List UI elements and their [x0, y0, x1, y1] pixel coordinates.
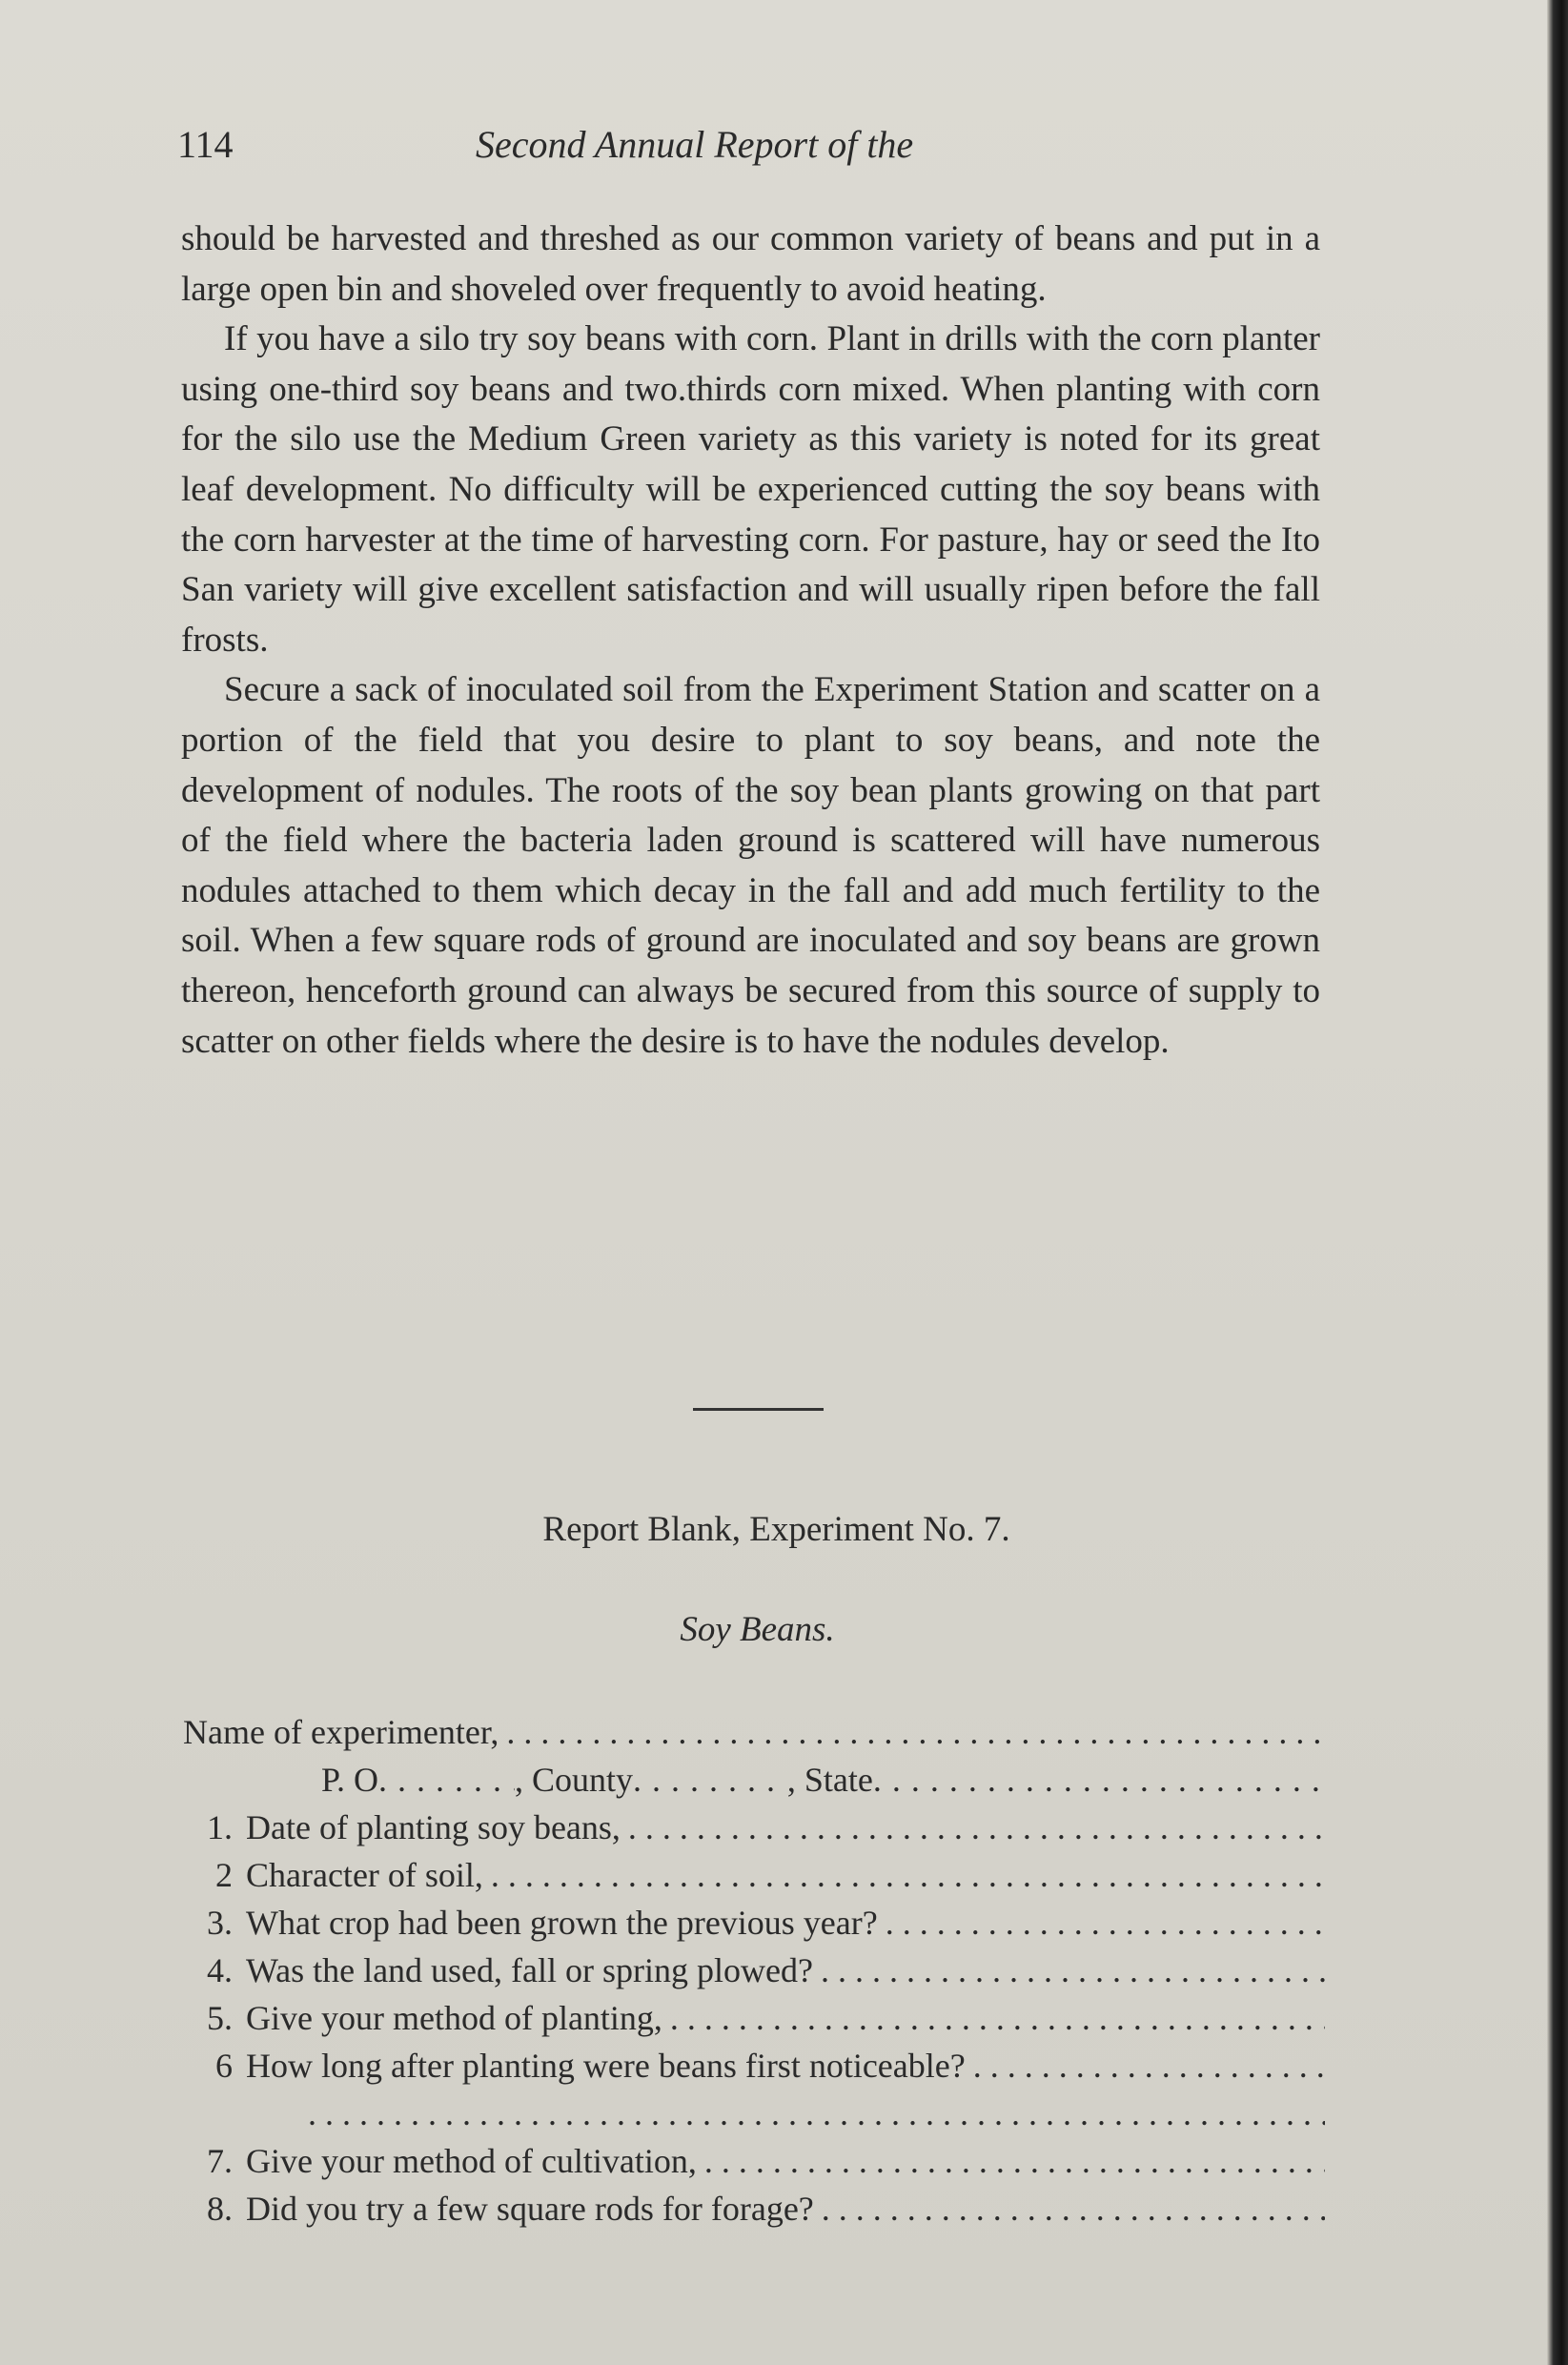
report-title: Report Blank, Experiment No. 7.	[542, 1510, 1010, 1549]
question-number: 4.	[207, 1951, 233, 1989]
question-row	[183, 1804, 1325, 1851]
question-row	[183, 2185, 1325, 2232]
po-fill-line[interactable]	[378, 1756, 515, 1804]
question-text: Give your method of cultivation,	[246, 2142, 697, 2180]
answer-fill-line[interactable]	[821, 1947, 1325, 1994]
question-number: 2	[215, 1856, 233, 1894]
question-row	[183, 1947, 1325, 1994]
question-row	[183, 1851, 1325, 1899]
question-number: 1.	[207, 1808, 233, 1846]
answer-fill-line[interactable]	[886, 1899, 1325, 1947]
answer-fill-line[interactable]	[628, 1804, 1325, 1851]
state-label: , State	[786, 1761, 873, 1799]
question-text: What crop had been grown the previous year?	[246, 1904, 878, 1942]
county-fill-line[interactable]	[633, 1756, 787, 1804]
question-text: How long after planting were beans first noticeable?	[246, 2047, 966, 2085]
answer-fill-line[interactable]	[704, 2137, 1325, 2185]
answer-fill-line[interactable]	[308, 2090, 1325, 2137]
po-label: P. O	[321, 1761, 379, 1799]
answer-fill-line[interactable]	[670, 1994, 1325, 2042]
question-row	[183, 2042, 1325, 2090]
section-divider	[693, 1408, 824, 1411]
name-field-row	[183, 1708, 1325, 1756]
state-fill-line[interactable]	[873, 1756, 1325, 1804]
body-text	[181, 214, 1320, 1067]
question-row	[183, 1994, 1325, 2042]
page-number: 114	[177, 123, 234, 166]
county-label: , County	[515, 1761, 634, 1799]
question-number: 3.	[207, 1904, 233, 1942]
continuation-row	[183, 2090, 1325, 2137]
question-row	[183, 1899, 1325, 1947]
answer-fill-line[interactable]	[822, 2185, 1325, 2232]
paragraph: should be harvested and threshed as our common variety of beans and put in a large open bin and shoveled over frequently to avoid heating.	[181, 219, 1320, 309]
answer-fill-line[interactable]	[973, 2042, 1325, 2090]
name-fill-line[interactable]	[506, 1708, 1325, 1756]
question-number: 5.	[207, 1999, 233, 2037]
page-header	[177, 122, 1321, 175]
answer-fill-line[interactable]	[491, 1851, 1325, 1899]
question-text: Give your method of planting,	[246, 1999, 662, 2037]
name-label: Name of experimenter,	[183, 1713, 499, 1751]
paragraph: Secure a sack of inoculated soil from the Experiment Station and scatter on a portion of the field that you desire to plant to soy beans, and note the development of nodules. The roots of the soy bean plants growing on that part of the field where the bacteria laden ground is scattered will have numerous nodules attached to them which decay in the fall and add much fertility to the soil. When a few square rods of ground are inoculated and soy beans are grown thereon, henceforth ground can always be secured from this source of supply to scatter on other fields where the desire is to have the nodules develop.	[181, 670, 1320, 1061]
report-form	[183, 1708, 1325, 2232]
question-text: Was the land used, fall or spring plowed?	[246, 1951, 813, 1989]
question-number: 7.	[207, 2142, 233, 2180]
question-number: 6	[215, 2047, 233, 2085]
question-row	[183, 2137, 1325, 2185]
question-text: Did you try a few square rods for forage?	[246, 2190, 814, 2228]
running-title: Second Annual Report of the	[476, 123, 914, 166]
report-subtitle: Soy Beans.	[680, 1610, 835, 1649]
page-edge-shadow	[1547, 0, 1568, 2365]
question-text: Character of soil,	[246, 1856, 483, 1894]
address-field-row	[183, 1756, 1325, 1804]
question-number: 8.	[207, 2190, 233, 2228]
question-text: Date of planting soy beans,	[246, 1808, 621, 1846]
paragraph: If you have a silo try soy beans with corn. Plant in drills with the corn planter using one-third soy beans and two.thirds corn mixed. When planting with corn for the silo use the Medium Green variety as this variety is noted for its great leaf development. No difficulty will be experienced cutting the soy beans with the corn harvester at the time of harvesting corn. For pasture, hay or seed the Ito San variety will give excellent satisfaction and will usually ripen before the fall frosts.	[181, 319, 1320, 660]
